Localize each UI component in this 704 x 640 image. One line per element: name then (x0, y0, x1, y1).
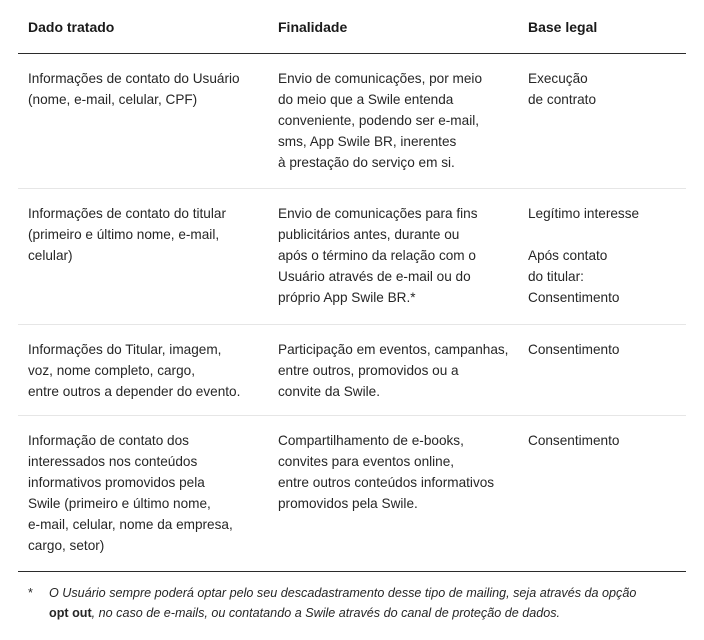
cell-dado-tratado: Informações de contato do Usuário (nome, e-mail, celular, CPF) (28, 71, 240, 107)
table-header (18, 0, 686, 54)
cell-base-legal: Consentimento (528, 433, 620, 448)
header-finalidade: Finalidade (278, 19, 348, 35)
cell-finalidade: Envio de comunicações para fins publicitários antes, durante ou após o término da relação com o Usuário através de e-mail ou do próprio App Swile BR.* (278, 206, 478, 305)
footnote-marker: * (28, 586, 33, 600)
cell-finalidade: Envio de comunicações, por meio do meio que a Swile entenda conveniente, podendo ser e-mail, sms, App Swile BR, inerentes à prestação do serviço em si. (278, 71, 483, 170)
header-base-legal: Base legal (528, 19, 598, 35)
cell-dado-tratado: Informações de contato do titular (primeiro e último nome, e-mail, celular) (28, 206, 226, 263)
data-processing-table (18, 0, 686, 572)
table-row (18, 325, 686, 416)
footnote-text: O Usuário sempre poderá optar pelo seu descadastramento desse tipo de mailing, seja através da opção opt out, no caso de e-mails, ou contatando a Swile através do canal de proteção de dados. (49, 586, 637, 620)
cell-base-legal: Consentimento (528, 342, 620, 357)
cell-finalidade: Participação em eventos, campanhas, entre outros, promovidos ou a convite da Swile. (278, 342, 509, 399)
header-dado-tratado: Dado tratado (28, 19, 115, 35)
cell-base-legal: Execução de contrato (528, 71, 597, 107)
opt-out-term: opt out (49, 606, 92, 620)
table-row (18, 416, 686, 572)
table-row (18, 54, 686, 189)
table-row (18, 189, 686, 325)
cell-dado-tratado: Informação de contato dos interessados nos conteúdos informativos promovidos pela Swile (primeiro e último nome, e-mail, celular, nome da empresa, cargo, setor) (28, 433, 233, 553)
cell-dado-tratado: Informações do Titular, imagem, voz, nome completo, cargo, entre outros a depender do evento. (28, 342, 241, 399)
cell-base-legal: Legítimo interesse Após contato do titular: Consentimento (528, 206, 640, 305)
cell-finalidade: Compartilhamento de e-books, convites para eventos online, entre outros conteúdos informativos promovidos pela Swile. (278, 433, 495, 511)
